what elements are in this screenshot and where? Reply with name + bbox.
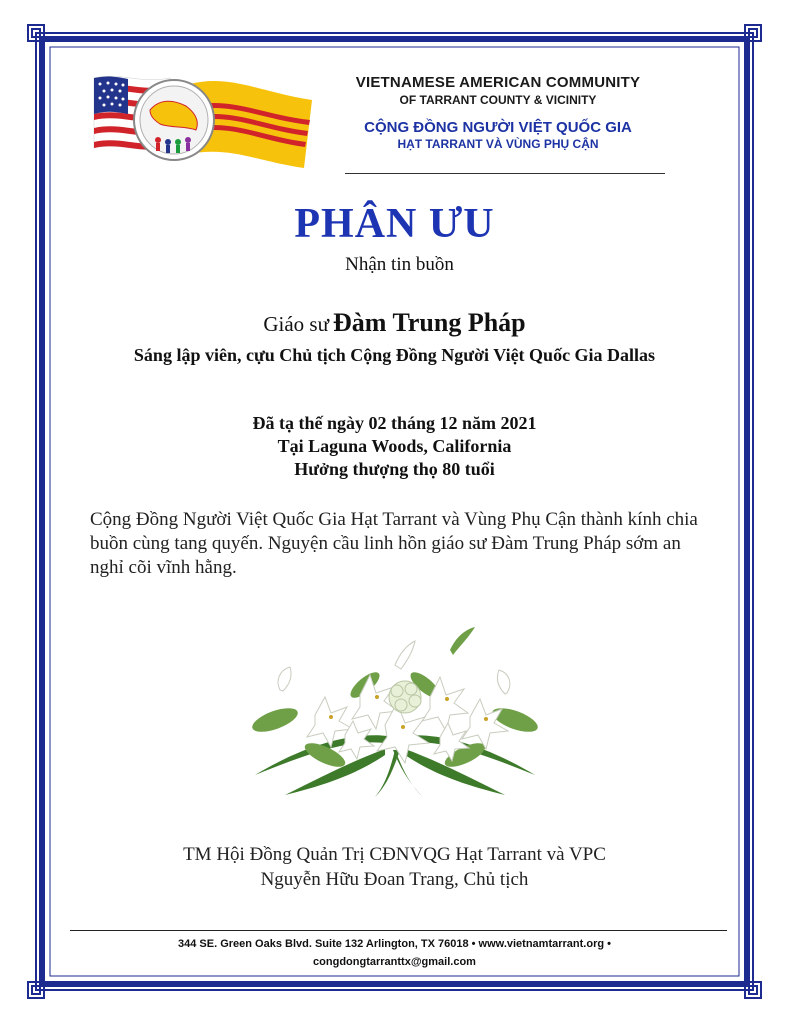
lily-bouquet-icon (245, 625, 545, 800)
condolence-message: Cộng Đồng Người Việt Quốc Gia Hạt Tarrant và Vùng Phụ Cận thành kính chia buồn cùng tang quyến. Nguyện cầu linh hồn giáo sư Đàm Trung Pháp sớm an nghỉ cõi vĩnh hằng. (90, 509, 698, 578)
death-details (0, 412, 789, 481)
organization-name (328, 74, 668, 151)
emblem-icon (134, 80, 214, 160)
org-region-vietnamese: HẠT TARRANT VÀ VÙNG PHỤ CẬN (397, 137, 599, 151)
letterhead (90, 70, 680, 180)
footer-contact (0, 935, 789, 971)
deceased-role: Sáng lập viên, cựu Chủ tịch Cộng Đồng Người Việt Quốc Gia Dallas (133, 345, 656, 365)
org-name-vietnamese: CỘNG ĐỒNG NGƯỜI VIỆT QUỐC GIA (364, 119, 632, 136)
notice-subtitle: Nhận tin buồn (345, 254, 454, 275)
header-divider (345, 173, 665, 174)
death-date: Đã tạ thế ngày 02 tháng 12 năm 2021 (252, 413, 537, 433)
deceased-name: Đàm Trung Pháp (332, 308, 526, 337)
signature-block (0, 842, 789, 892)
org-region-english: OF TARRANT COUNTY & VICINITY (399, 93, 597, 107)
deceased-name-line (0, 308, 789, 338)
footer-address: 344 SE. Green Oaks Blvd. Suite 132 Arlington, TX 76018 • www.vietnamtarrant.org • (178, 938, 611, 950)
community-logo (90, 70, 320, 180)
notice-title: PHÂN ƯU (294, 201, 495, 247)
deceased-title: Giáo sư (263, 312, 329, 336)
org-name-english: VIETNAMESE AMERICAN COMMUNITY (355, 74, 641, 91)
footer-divider (70, 930, 727, 931)
death-age: Hưởng thượng thọ 80 tuổi (294, 459, 495, 479)
signature-organization: TM Hội Đồng Quản Trị CĐNVQG Hạt Tarrant và VPC (183, 844, 606, 865)
footer-email: congdongtarranttx@gmail.com (313, 956, 476, 968)
signature-name: Nguyễn Hữu Đoan Trang, Chủ tịch (260, 869, 529, 890)
death-place: Tại Laguna Woods, California (277, 436, 512, 456)
